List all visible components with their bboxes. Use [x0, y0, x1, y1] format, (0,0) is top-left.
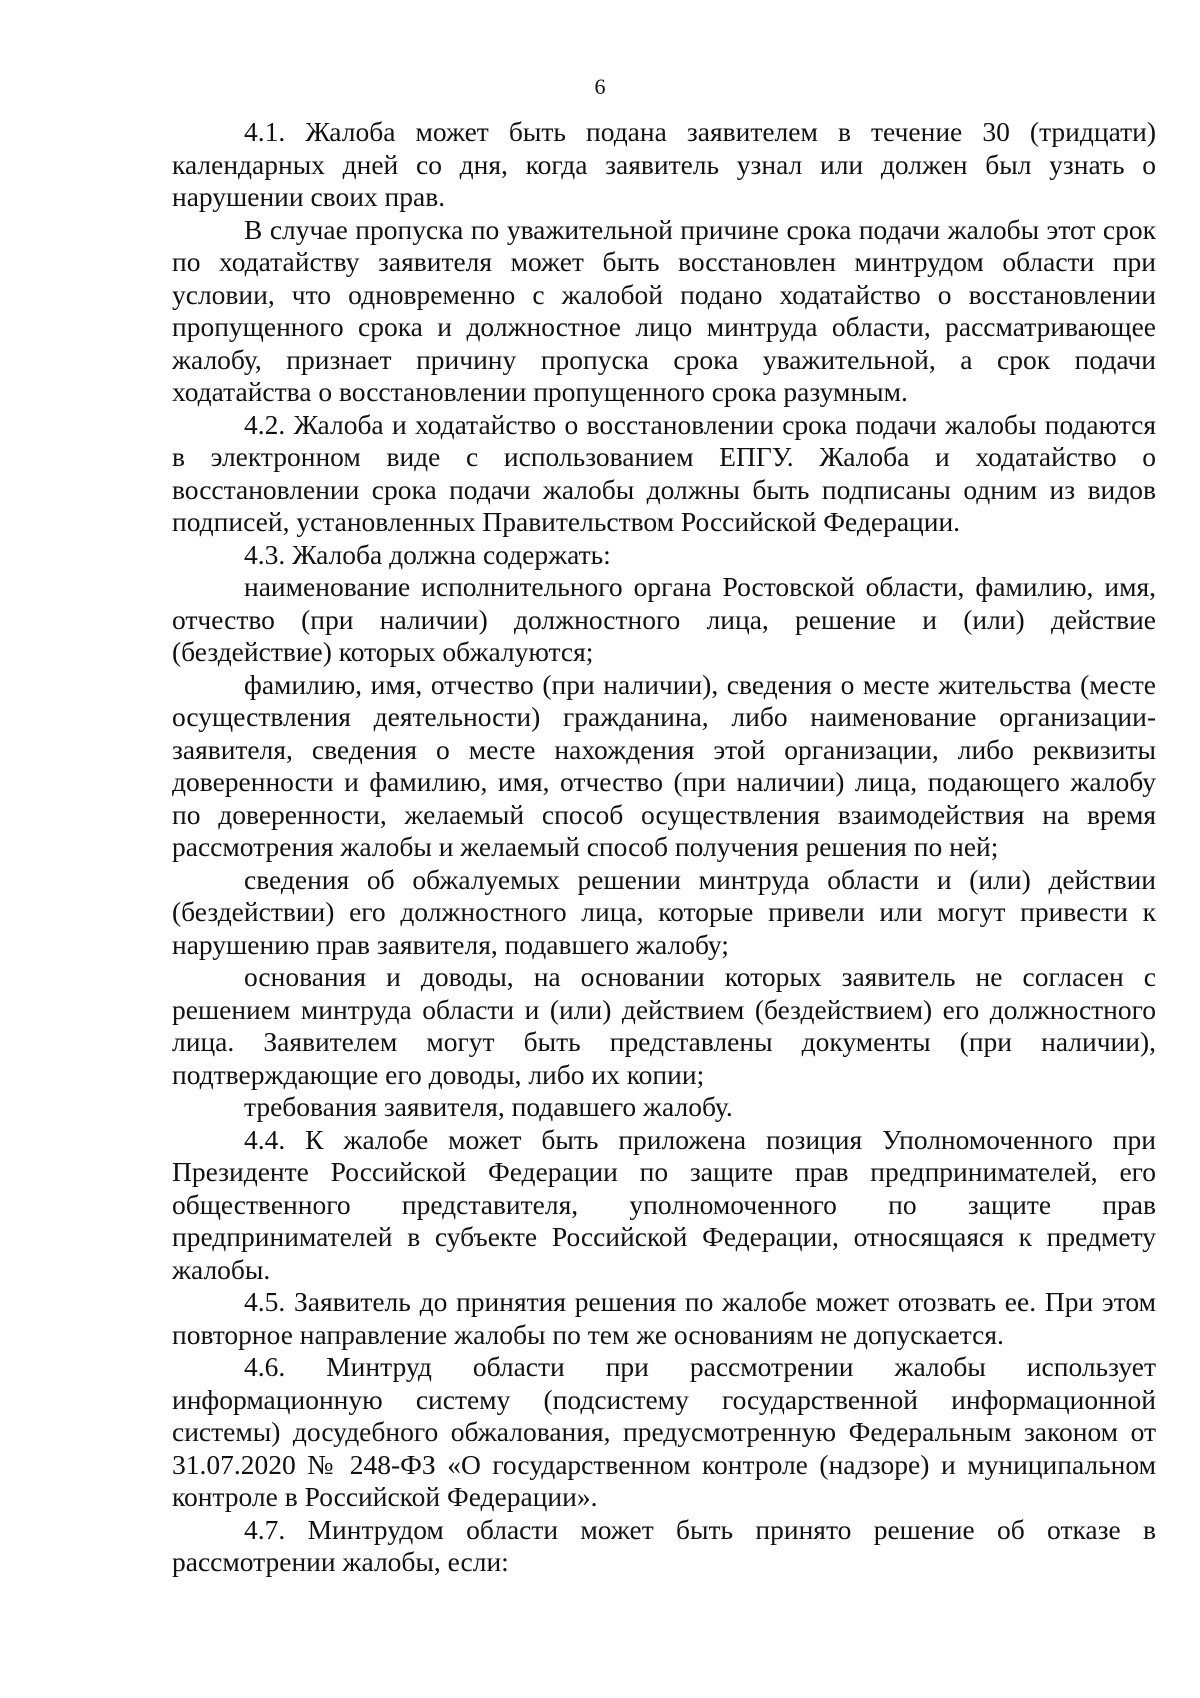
paragraph-4-4: 4.4. К жалобе может быть приложена позиция Уполномоченного при Президенте Российской Федерации по защите прав предпринимателей, его общественного представителя, уполномоченного по защите прав предпринимателей в субъекте Российской Федерации, относящаяся к предмету жалобы.	[172, 1123, 1156, 1285]
paragraph-deadline-restoration: В случае пропуска по уважительной причине срока подачи жалобы этот срок по ходатайству заявителя может быть восстановлен минтрудом области при условии, что одновременно с жалобой подано ходатайство о восстановлении пропущенного срока и должностное лицо минтруда области, рассматривающее жалобу, признает причину пропуска срока уважительной, а срок подачи ходатайства о восстановлении пропущенного срока разумным.	[172, 213, 1156, 407]
document-body	[172, 116, 1156, 1579]
paragraph-item-appealed-decision: сведения об обжалуемых решении минтруда области и (или) действии (бездействии) его должностного лица, которые привели или могут привести к нарушению прав заявителя, подавшего жалобу;	[172, 863, 1156, 960]
paragraph-item-applicant-details: фамилию, имя, отчество (при наличии), сведения о месте жительства (месте осуществления деятельности) гражданина, либо наименование организации-заявителя, сведения о месте нахождения этой организации, либо реквизиты доверенности и фамилию, имя, отчество (при наличии) лица, подающего жалобу по доверенности, желаемый способ осуществления взаимодействия на время рассмотрения жалобы и желаемый способ получения решения по ней;	[172, 668, 1156, 862]
paragraph-4-7: 4.7. Минтрудом области может быть принято решение об отказе в рассмотрении жалобы, если:	[172, 1513, 1156, 1577]
paragraph-4-5: 4.5. Заявитель до принятия решения по жалобе может отозвать ее. При этом повторное направление жалобы по тем же основаниям не допускается.	[172, 1286, 1156, 1350]
paragraph-4-1: 4.1. Жалоба может быть подана заявителем в течение 30 (тридцати) календарных дней со дня, когда заявитель узнал или должен был узнать о нарушении своих прав.	[172, 116, 1156, 212]
paragraph-item-requirements: требования заявителя, подавшего жалобу.	[244, 1091, 733, 1122]
paragraph-4-3: 4.3. Жалоба должна содержать:	[244, 538, 611, 570]
paragraph-4-6: 4.6. Минтруд области при рассмотрении жалобы использует информационную систему (подсистему государственной информационной системы) досудебного обжалования, предусмотренную Федеральным законом от 31.07.2020 № 248-ФЗ «О государственном контроле (надзоре) и муниципальном контроле в Российской Федерации».	[172, 1351, 1156, 1512]
paragraph-item-authority-name: наименование исполнительного органа Ростовской области, фамилию, имя, отчество (при наличии) должностного лица, решение и (или) действие (бездействие) которых обжалуются;	[172, 571, 1156, 667]
paragraph-4-2: 4.2. Жалоба и ходатайство о восстановлении срока подачи жалобы подаются в электронном виде с использованием ЕПГУ. Жалоба и ходатайство о восстановлении срока подачи жалобы должны быть подписаны одним из видов подписей, установленных Правительством Российской Федерации.	[172, 408, 1156, 537]
paragraph-item-grounds: основания и доводы, на основании которых заявитель не согласен с решением минтруда области и (или) действием (бездействием) его должностного лица. Заявителем могут быть представлены документы (при наличии), подтверждающие его доводы, либо их копии;	[172, 961, 1156, 1090]
page-number: 6	[594, 74, 606, 99]
